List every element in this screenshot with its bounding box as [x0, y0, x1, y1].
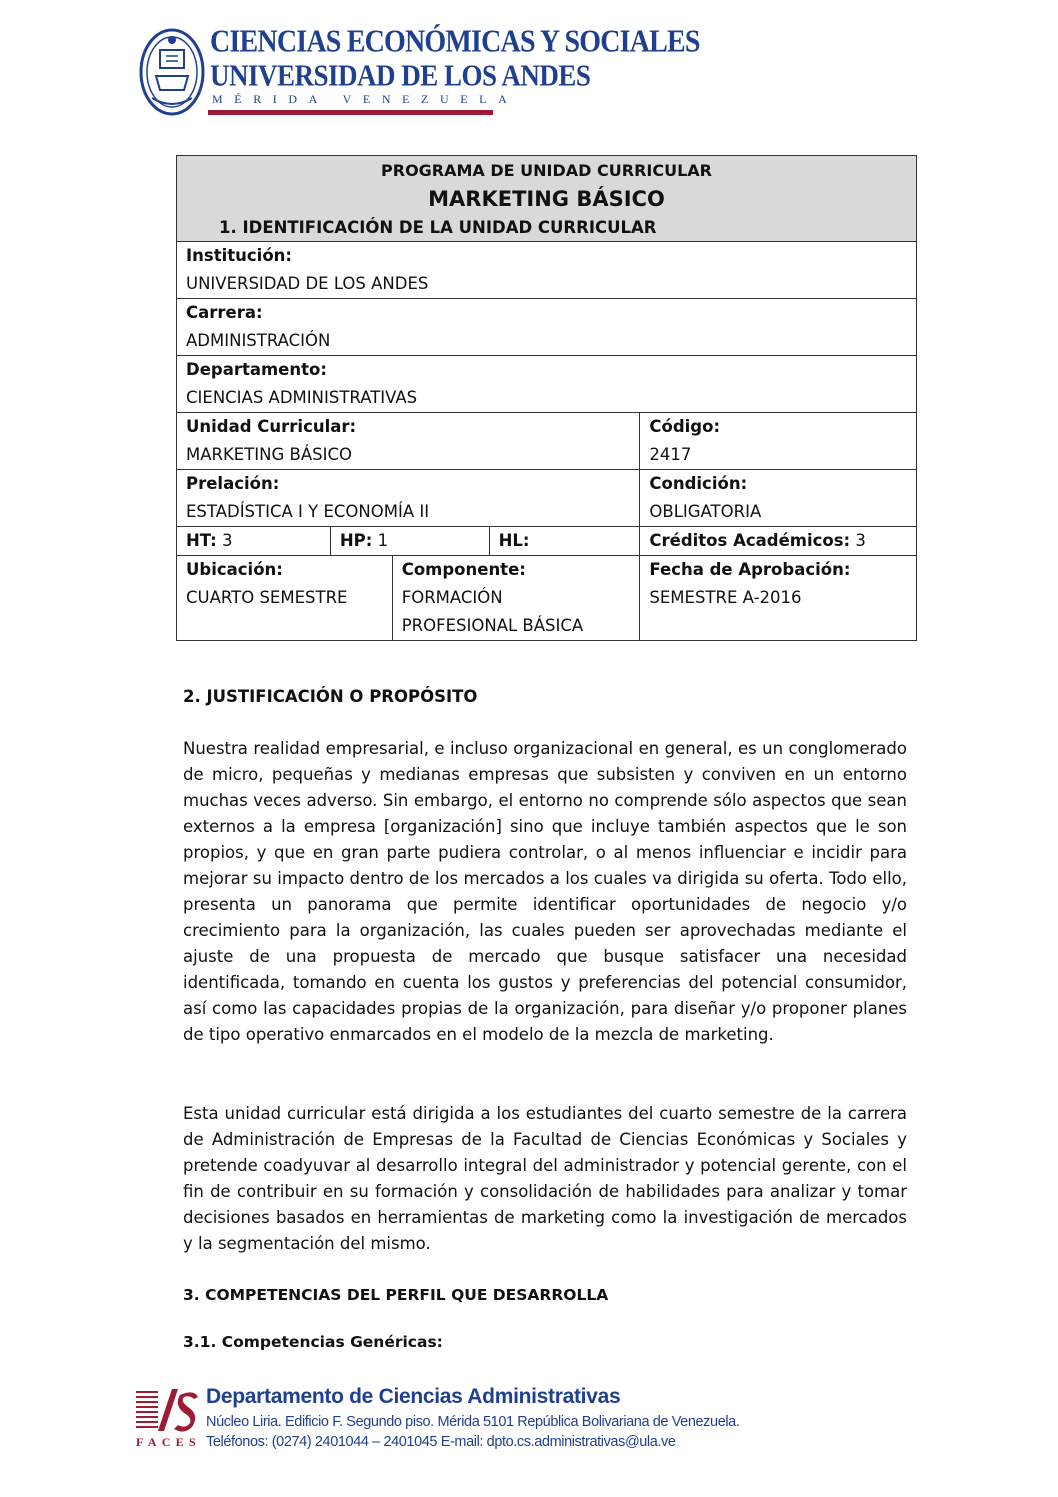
justification-paragraph-2: Esta unidad curricular está dirigida a los estudiantes del cuarto semestre de la carrera de Administración de Empresas de la Facultad de Ciencias Económicas y Sociales y pretende coadyuvar al desarrollo integral del administrador y potencial gerente, con el fin de contribuir en su formación y consolidación de habilidades para analizar y tomar decisiones basados en herramientas de marketing como la investigación de mercados y la segmentación del mismo. — [183, 1104, 907, 1253]
ht-label: HT: — [186, 531, 217, 550]
institucion-cell — [177, 242, 917, 299]
hl-cell — [489, 527, 640, 556]
header-university: UNIVERSIDAD DE LOS ANDES — [210, 58, 591, 93]
justification-paragraph-1: Nuestra realidad empresarial, e incluso organizacional en general, es un conglomerado de micro, pequeñas y medianas empresas que subsisten y conviven en un entorno muchas veces adverso. Sin embargo, el entorno no comprende sólo aspectos que sean externos a la empresa [organización] sino que incluye también aspectos que le son propios, y que en gran parte pudiera controlar, o al menos influenciar e incidir para mejorar su impacto dentro de los mercados a los cuales va dirigida su oferta. Todo ello, presenta un panorama que permite identificar oportunidades de negocio y/o crecimiento para la organización, las cuales pueden ser aprovechadas mediante el ajuste de una propuesta de mercado que busque satisfacer una necesidad identificada, tomando en cuenta los gustos y preferencias del potencial consumidor, así como las capacidades propias de la organización, para diseñar y/o proponer planes de tipo operativo enmarcados en el modelo de la mezcla de marketing. — [183, 739, 907, 1044]
hp-label: HP: — [339, 531, 373, 550]
componente-label: Componente: — [401, 560, 526, 579]
header-faculty: CIENCIAS ECONÓMICAS Y SOCIALES — [210, 24, 700, 60]
departamento-cell — [177, 356, 917, 413]
fecha-cell — [640, 556, 917, 641]
condicion-value: OBLIGATORIA — [649, 502, 762, 521]
header-rule — [208, 110, 493, 115]
institucion-value: UNIVERSIDAD DE LOS ANDES — [186, 274, 429, 293]
header-city: MÉRIDA VENEZUELA — [212, 92, 519, 106]
unidad-label: Unidad Curricular: — [186, 417, 357, 436]
fecha-label: Fecha de Aprobación: — [649, 560, 851, 579]
ubicacion-cell — [177, 556, 393, 641]
codigo-cell — [640, 413, 917, 470]
componente-cell — [392, 556, 640, 641]
footer-department: Departamento de Ciencias Administrativas — [206, 1385, 621, 1408]
unidad-value: MARKETING BÁSICO — [186, 445, 353, 464]
program-title: MARKETING BÁSICO — [428, 187, 665, 211]
unidad-cell — [177, 413, 640, 470]
carrera-value: ADMINISTRACIÓN — [186, 331, 331, 350]
departamento-label: Departamento: — [186, 360, 327, 379]
section2-heading: 2. JUSTIFICACIÓN O PROPÓSITO — [183, 687, 478, 706]
codigo-value: 2417 — [649, 445, 692, 464]
faces-logo-icon — [134, 1387, 202, 1435]
carrera-cell — [177, 299, 917, 356]
footer-contact: Teléfonos: (0274) 2401044 – 2401045 E-mail: dpto.cs.administrativas@ula.ve — [206, 1434, 676, 1450]
hp-cell — [330, 527, 489, 556]
institution-header — [138, 22, 700, 118]
componente-value-1: FORMACIÓN — [401, 588, 503, 607]
hp-value: 1 — [372, 531, 389, 550]
carrera-label: Carrera: — [186, 303, 263, 322]
department-footer — [134, 1385, 740, 1455]
ht-cell — [177, 527, 331, 556]
creditos-cell — [640, 527, 917, 556]
ht-value: 3 — [216, 531, 233, 550]
footer-address: Núcleo Liria. Edificio F. Segundo piso. Mérida 5101 República Bolivariana de Venezuela. — [206, 1414, 740, 1430]
componente-value-2: PROFESIONAL BÁSICA — [401, 616, 584, 635]
program-kicker: PROGRAMA DE UNIDAD CURRICULAR — [381, 161, 712, 180]
hl-label: HL: — [498, 531, 530, 550]
creditos-value: 3 — [850, 531, 866, 550]
ubicacion-value: CUARTO SEMESTRE — [186, 588, 348, 607]
codigo-label: Código: — [649, 417, 721, 436]
fecha-value: SEMESTRE A-2016 — [649, 588, 802, 607]
departamento-value: CIENCIAS ADMINISTRATIVAS — [186, 388, 418, 407]
faces-logo-text: FACES — [136, 1435, 201, 1449]
prelacion-cell — [177, 470, 640, 527]
program-title-cell — [177, 156, 917, 242]
institucion-label: Institución: — [186, 246, 293, 265]
section3-subheading: 3.1. Competencias Genéricas: — [183, 1333, 443, 1351]
prelacion-label: Prelación: — [186, 474, 280, 493]
prelacion-value: ESTADÍSTICA I Y ECONOMÍA II — [186, 502, 430, 521]
ubicacion-label: Ubicación: — [186, 560, 283, 579]
section3-heading: 3. COMPETENCIAS DEL PERFIL QUE DESARROLLA — [183, 1286, 609, 1304]
identification-table — [176, 155, 917, 641]
condicion-label: Condición: — [649, 474, 748, 493]
university-seal-icon — [138, 24, 206, 118]
condicion-cell — [640, 470, 917, 527]
creditos-label: Créditos Académicos: — [649, 531, 851, 550]
section1-heading: 1. IDENTIFICACIÓN DE LA UNIDAD CURRICULAR — [219, 218, 657, 237]
